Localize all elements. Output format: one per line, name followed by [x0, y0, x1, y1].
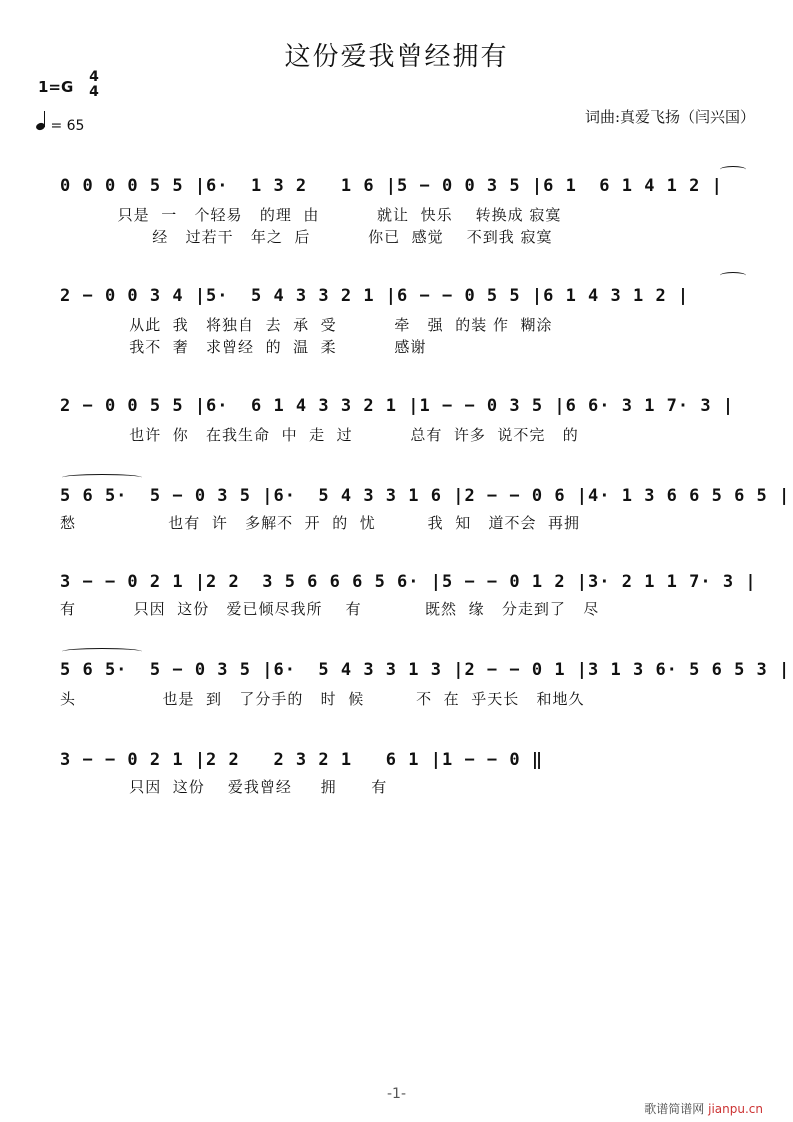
- slur-mark: [720, 272, 746, 279]
- quarter-note-icon: [36, 114, 46, 130]
- notation-line: 5 6 5· 5 − 0 3 5 |6· 5 4 3 3 1 6 |2 − − 0 6 |4· 1 3 6 6 5 6 5 |: [60, 486, 791, 506]
- time-signature-bottom: 4: [89, 84, 99, 100]
- lyric-line: 也许 你 在我生命 中 走 过 总有 许多 说不完 的: [60, 426, 579, 444]
- time-signature-top: 4: [89, 69, 99, 85]
- lyric-line: 经 过若干 年之 后 你已 感觉 不到我 寂寞: [60, 228, 553, 246]
- lyric-line: 头 也是 到 了分手的 时 候 不 在 乎天长 和地久: [60, 690, 585, 708]
- notation-line: 0 0 0 0 5 5 |6· 1 3 2 1 6 |5 − 0 0 3 5 |6 1 6 1 4 1 2 |: [60, 176, 723, 196]
- lyric-line: 只是 一 个轻易 的理 由 就让 快乐 转换成 寂寞: [60, 206, 562, 224]
- watermark-prefix: 歌谱简谱网: [644, 1102, 705, 1116]
- lyric-line: 只因 这份 爱我曾经 拥 有: [60, 778, 388, 796]
- lyric-line: 我不 奢 求曾经 的 温 柔 感谢: [60, 338, 427, 356]
- lyric-line: 愁 也有 许 多解不 开 的 忧 我 知 道不会 再拥: [60, 514, 581, 532]
- lyric-line: 从此 我 将独自 去 承 受 牵 强 的装 作 糊涂: [60, 316, 553, 334]
- key-signature: 1=G: [38, 78, 74, 96]
- notation-line: 2 − 0 0 3 4 |5· 5 4 3 3 2 1 |6 − − 0 5 5 |6 1 4 3 1 2 |: [60, 286, 690, 306]
- site-watermark: [644, 1100, 763, 1117]
- credit-line: 词曲:真爱飞扬（闫兴国）: [584, 108, 755, 126]
- notation-line: 3 − − 0 2 1 |2 2 2 3 2 1 6 1 |1 − − 0 ‖: [60, 750, 544, 770]
- tempo-value: = 65: [50, 118, 85, 134]
- page-number: -1-: [386, 1086, 406, 1102]
- notation-line: 5 6 5· 5 − 0 3 5 |6· 5 4 3 3 1 3 |2 − − 0 1 |3 1 3 6· 5 6 5 3 |: [60, 660, 791, 680]
- notation-line: 2 − 0 0 5 5 |6· 6 1 4 3 3 2 1 |1 − − 0 3 5 |6 6· 3 1 7· 3 |: [60, 396, 735, 416]
- tempo-marking: [36, 114, 84, 134]
- watermark-site: jianpu.cn: [708, 1102, 763, 1116]
- page-title: 这份爱我曾经拥有: [284, 42, 509, 72]
- slur-mark: [720, 166, 746, 173]
- time-signature: [88, 70, 100, 100]
- lyric-line: 有 只因 这份 爱已倾尽我所 有 既然 缘 分走到了 尽: [60, 600, 600, 618]
- notation-line: 3 − − 0 2 1 |2 2 3 5 6 6 6 5 6· |5 − − 0 1 2 |3· 2 1 1 7· 3 |: [60, 572, 757, 592]
- slur-mark: [62, 474, 142, 481]
- slur-mark: [62, 648, 142, 655]
